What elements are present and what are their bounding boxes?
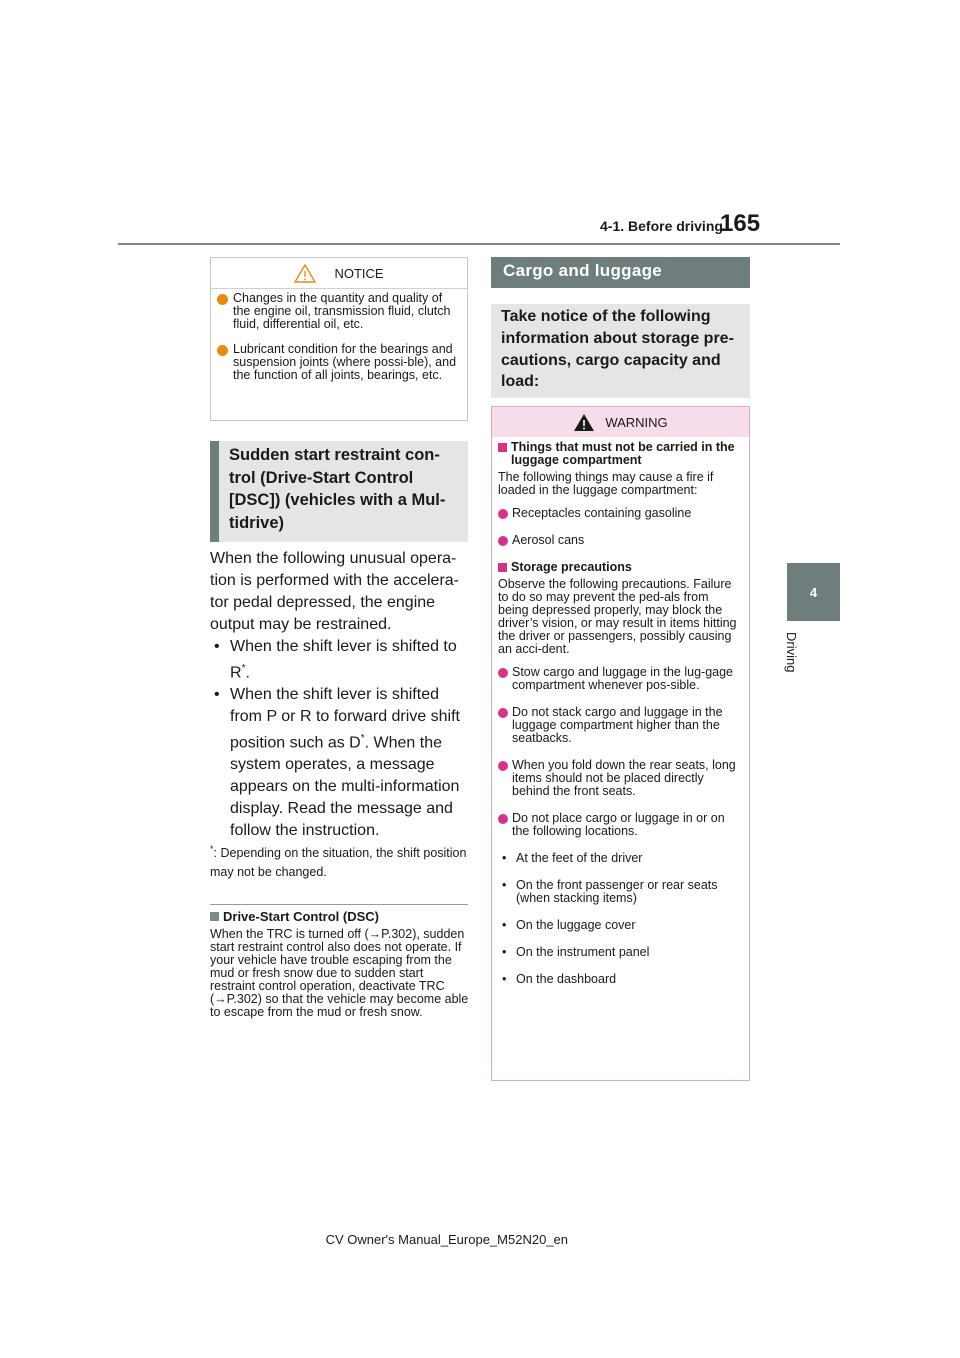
list-item — [214, 636, 472, 684]
notice-box — [210, 257, 468, 421]
warning-title: WARNING — [605, 414, 668, 430]
warning-box — [491, 406, 750, 1081]
list-item-text: When the shift lever is shifted from P or R to forward drive shift position such as D*. When the system operates, a message appears on the multi-information display. Read the message and follow the instruction. — [230, 686, 460, 840]
notice-item-text: Lubricant condition for the bearings and suspension joints (where possi-ble), and the function of all joints, bearings, etc. — [233, 342, 457, 382]
list-item: Do not place cargo or luggage in or on the following locations. — [498, 812, 741, 838]
heading-accent-bar — [210, 441, 219, 542]
location-item: • On the dashboard — [502, 972, 617, 986]
bullet-dot-icon — [498, 668, 508, 678]
list-item-text: When the shift lever is shifted to R*. — [230, 638, 457, 682]
bullet-mark: • — [214, 686, 220, 703]
list-item — [214, 684, 472, 842]
chapter-tab — [787, 563, 840, 621]
bullet-dot-icon — [498, 761, 508, 771]
square-bullet-icon — [498, 563, 507, 572]
bullet-dot-icon — [498, 509, 508, 519]
location-item: • At the feet of the driver — [502, 851, 643, 865]
page-number: 165 — [720, 210, 761, 237]
notice-header — [211, 258, 467, 289]
chapter-tab-label — [783, 632, 803, 692]
section-title: 4-1. Before driving — [600, 218, 723, 234]
header-divider — [118, 243, 840, 245]
notice-title: NOTICE — [334, 265, 384, 281]
sudden-start-heading-text: Sudden start restraint con-trol (Drive-Start Control [DSC]) (vehicles with a Mul-tidrive) — [229, 446, 446, 532]
footnote: *: Depending on the situation, the shift position may not be changed. — [210, 844, 467, 880]
list-item: Stow cargo and luggage in the lug-gage compartment whenever pos-sible. — [498, 666, 741, 692]
location-item: • On the front passenger or rear seats (when stacking items) — [502, 878, 718, 905]
list-item: Receptacles containing gasoline — [498, 507, 741, 520]
notice-item — [217, 292, 457, 331]
location-item: • On the instrument panel — [502, 945, 650, 959]
location-item: • On the luggage cover — [502, 918, 636, 932]
section-divider — [210, 904, 468, 905]
chapter-label: Driving — [784, 632, 799, 673]
square-bullet-icon — [498, 443, 507, 452]
bullet-mark: • — [214, 638, 220, 655]
bullet-dot-icon — [498, 536, 508, 546]
dsc-subheading: Drive-Start Control (DSC) — [210, 909, 379, 924]
cargo-title: Cargo and luggage — [491, 257, 750, 288]
dsc-body: When the TRC is turned off (→P.302), sudden start restraint control also does not operate. If your vehicle have trouble escaping from the mud or fresh snow due to sudden start restraint control operation, deactivate TRC (→P.302) so that the vehicle may become able to escape from the mud or fresh snow. — [210, 927, 469, 1019]
notice-item — [217, 343, 457, 382]
warning-subheading: Things that must not be carried in the luggage compartment — [498, 441, 741, 467]
warning-subheading: Storage precautions — [498, 561, 741, 574]
caution-triangle-icon — [294, 264, 316, 283]
list-item: Aerosol cans — [498, 534, 741, 547]
notice-item-text: Changes in the quantity and quality of the engine oil, transmission fluid, clutch fluid, differential oil, etc. — [233, 291, 451, 331]
square-bullet-icon — [210, 912, 219, 921]
bullet-dot-icon — [217, 345, 228, 356]
sudden-start-heading — [210, 441, 468, 542]
warning-paragraph: Observe the following precautions. Failure to do so may prevent the ped-als from being depressed properly, may block the driver’s vision, or may result in items hitting the driver or passengers, possibly causing an acci-dent. — [498, 577, 737, 656]
footer-manual-id: CV Owner's Manual_Europe_M52N20_en — [325, 1232, 568, 1247]
bullet-dot-icon — [498, 708, 508, 718]
bullet-dot-icon — [217, 294, 228, 305]
chapter-number: 4 — [809, 584, 818, 600]
list-item: When you fold down the rear seats, long items should not be placed directly behind the front seats. — [498, 759, 741, 798]
bullet-dot-icon — [498, 814, 508, 824]
warning-triangle-icon — [573, 413, 595, 432]
cargo-notice: Take notice of the following information about storage pre-cautions, cargo capacity and load: — [491, 304, 750, 398]
warning-paragraph: The following things may cause a fire if loaded in the luggage compartment: — [498, 470, 714, 497]
list-item: Do not stack cargo and luggage in the luggage compartment higher than the seatbacks. — [498, 706, 741, 745]
sudden-start-intro: When the following unusual opera-tion is performed with the accelera-tor pedal depressed, the engine output may be restrained. — [210, 550, 459, 633]
warning-header — [492, 407, 749, 437]
